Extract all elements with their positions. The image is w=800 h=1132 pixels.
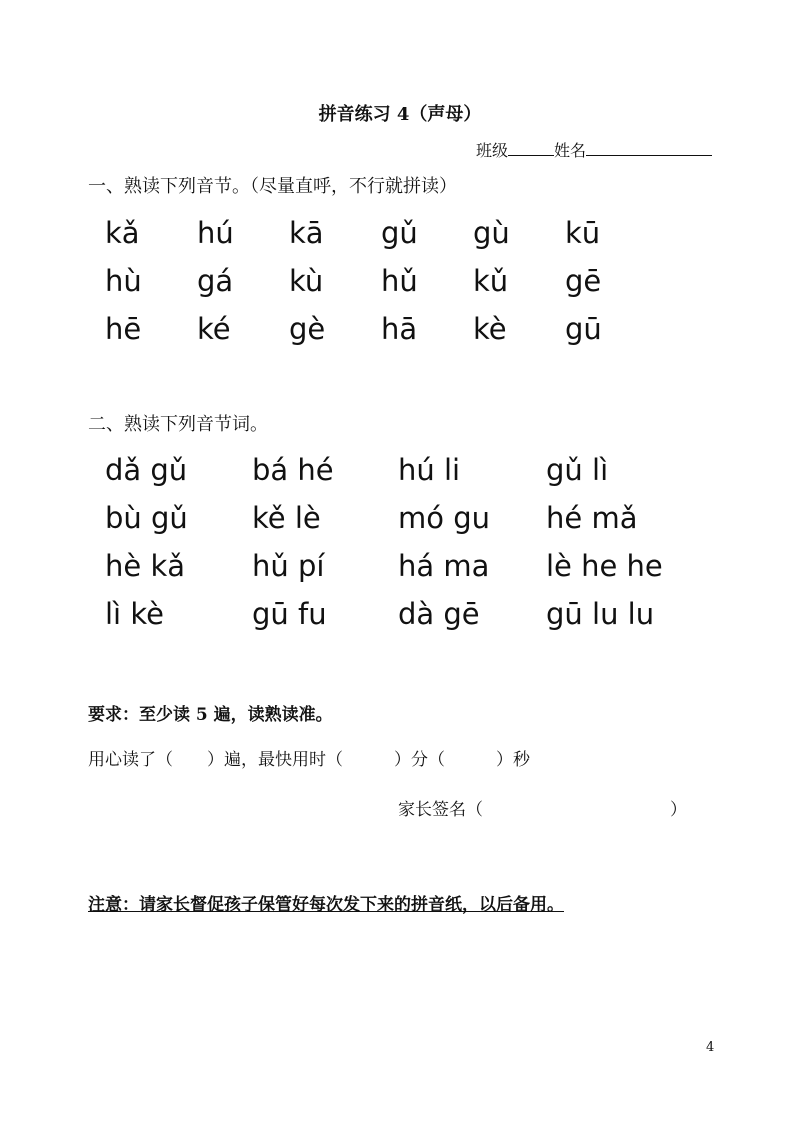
syllable: hē <box>105 312 142 346</box>
pinyin-word: dà gē <box>398 597 480 631</box>
pinyin-word: há ma <box>398 549 490 583</box>
name-blank[interactable] <box>586 141 712 156</box>
pinyin-word: lè he he <box>546 549 663 583</box>
pinyin-word: kě lè <box>252 501 321 535</box>
syllable: gū <box>565 312 602 346</box>
syllable: gè <box>289 312 326 346</box>
syllable: gē <box>565 264 602 298</box>
name-label: 姓名 <box>553 141 586 160</box>
pinyin-word: mó gu <box>398 501 490 535</box>
class-label: 班级 <box>475 141 508 160</box>
pinyin-word: hé mǎ <box>546 501 638 535</box>
syllable: kǎ <box>105 216 140 250</box>
syllable: kù <box>289 264 324 298</box>
reading-record-line[interactable]: 用心读了（ ）遍，最快用时（ ）分（ ）秒 <box>88 750 530 770</box>
syllable: kā <box>289 216 324 250</box>
syllable: hú <box>197 216 234 250</box>
section1-heading: 一、熟读下列音节。（尽量直呼，不行就拼读） <box>88 176 457 197</box>
pinyin-word: bá hé <box>252 453 334 487</box>
pinyin-word: gū fu <box>252 597 327 631</box>
class-blank[interactable] <box>508 141 554 156</box>
section2-heading: 二、熟读下列音节词。 <box>88 414 268 435</box>
pinyin-word: gǔ lì <box>546 453 609 487</box>
requirement-text: 要求：至少读 5 遍，读熟读准。 <box>88 705 333 725</box>
syllable: kū <box>565 216 601 250</box>
syllable: kǔ <box>473 264 509 298</box>
syllable: hǔ <box>381 264 418 298</box>
pinyin-word: bù gǔ <box>105 501 188 535</box>
syllable: gá <box>197 264 234 298</box>
syllable: gǔ <box>381 216 418 250</box>
page-number: 4 <box>706 1040 715 1055</box>
syllable: ké <box>197 312 231 346</box>
syllable: hù <box>105 264 142 298</box>
pinyin-word: gū lu lu <box>546 597 655 631</box>
pinyin-word: hú li <box>398 453 461 487</box>
pinyin-word: hè kǎ <box>105 549 186 583</box>
class-name-line <box>476 138 712 161</box>
syllable: hā <box>381 312 418 346</box>
pinyin-word: lì kè <box>105 597 164 631</box>
syllable: gù <box>473 216 510 250</box>
parent-signature-line[interactable]: 家长签名（ ） <box>398 800 687 820</box>
note-text: 注意：请家长督促孩子保管好每次发下来的拼音纸，以后备用。 <box>88 895 564 915</box>
page-title: 拼音练习 4（声母） <box>318 104 482 125</box>
pinyin-word: hǔ pí <box>252 549 325 583</box>
pinyin-word: dǎ gǔ <box>105 453 188 487</box>
syllable: kè <box>473 312 507 346</box>
